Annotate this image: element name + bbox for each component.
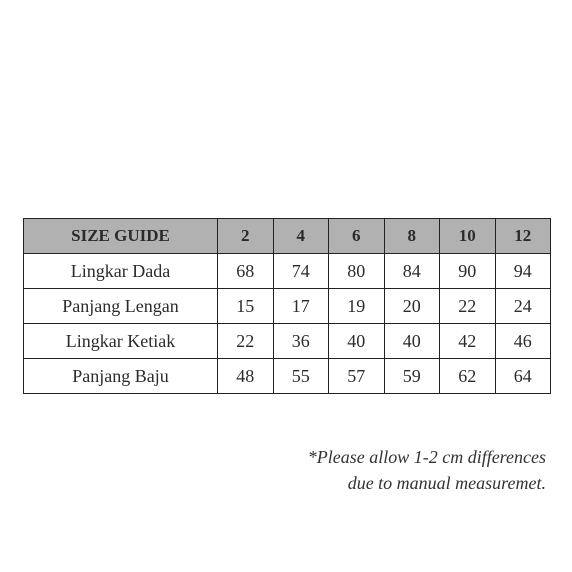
header-cell-title: SIZE GUIDE [24, 219, 218, 254]
table-cell: 94 [495, 254, 551, 289]
table-cell: 80 [329, 254, 385, 289]
table-cell: 22 [440, 289, 496, 324]
table-row [24, 254, 551, 289]
table-cell: 90 [440, 254, 496, 289]
table-cell: 40 [384, 324, 440, 359]
table-cell: 20 [384, 289, 440, 324]
note-line: due to manual measuremet. [347, 473, 546, 493]
table-cell: 48 [218, 359, 274, 394]
header-cell-size: 8 [384, 219, 440, 254]
row-label: Panjang Baju [24, 359, 218, 394]
table-cell: 59 [384, 359, 440, 394]
table-cell: 64 [495, 359, 551, 394]
row-label: Lingkar Ketiak [24, 324, 218, 359]
row-label: Panjang Lengan [24, 289, 218, 324]
table-cell: 19 [329, 289, 385, 324]
measurement-note [308, 444, 546, 496]
table-row [24, 289, 551, 324]
note-line: *Please allow 1-2 cm differences [307, 447, 546, 467]
table-cell: 84 [384, 254, 440, 289]
row-label: Lingkar Dada [24, 254, 218, 289]
header-cell-size: 12 [495, 219, 551, 254]
table-cell: 68 [218, 254, 274, 289]
table-cell: 46 [495, 324, 551, 359]
table-cell: 55 [273, 359, 329, 394]
table-cell: 15 [218, 289, 274, 324]
header-cell-size: 6 [329, 219, 385, 254]
header-cell-size: 2 [218, 219, 274, 254]
table-cell: 40 [329, 324, 385, 359]
table-cell: 22 [218, 324, 274, 359]
table-cell: 36 [273, 324, 329, 359]
table-cell: 42 [440, 324, 496, 359]
table-cell: 74 [273, 254, 329, 289]
header-cell-size: 4 [273, 219, 329, 254]
table-header-row [24, 219, 551, 254]
table-row [24, 324, 551, 359]
table-cell: 17 [273, 289, 329, 324]
table-cell: 24 [495, 289, 551, 324]
header-cell-size: 10 [440, 219, 496, 254]
table-row [24, 359, 551, 394]
table-cell: 62 [440, 359, 496, 394]
size-guide-table [23, 218, 551, 394]
table-cell: 57 [329, 359, 385, 394]
